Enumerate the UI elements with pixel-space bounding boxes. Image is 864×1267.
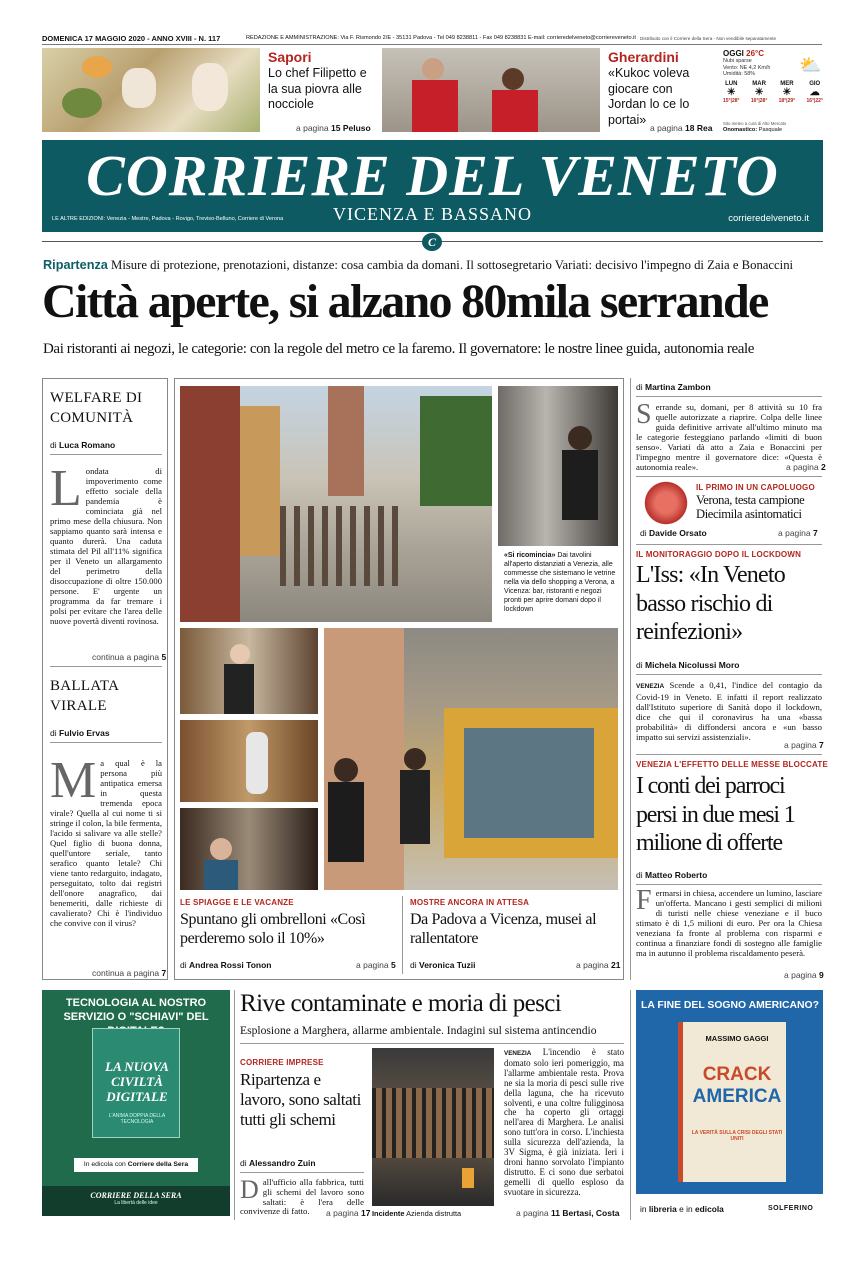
weather-details: Nubi sparse Vento: NE 4,2 Km/h Umidità: 58%: [723, 58, 771, 78]
sun-icon: ☀: [754, 87, 764, 98]
teaser-gherardini-text[interactable]: «Kukoc voleva giocare con Jordan lo ce lo portai»: [608, 66, 690, 127]
zambon-body: Serrande su, domani, per 8 attività su 10 fra quelle autorizzate a riaprire. Colpa delle linee guida definitive arrivate all'ultimo minuto ma le categorie festeggiano parlando «limiti di buon senso». Variati dà atto a Zaia e Bonaccini per l'impegno mentre il governatore dice: «Questa è autonomia reale».: [636, 399, 822, 472]
iss-headline[interactable]: L'Iss: «In Veneto basso rischio di reinfezioni»: [636, 562, 785, 645]
shop-window-photo: [498, 386, 618, 546]
forecast-day: MER ☀ 18°|29°: [778, 81, 796, 104]
rive-body: VENEZIA L'incendio è stato domato solo ieri pomeriggio, ma l'allarme ambientale resta. Prova ne sia la moria di pesci sulle rive della laguna, che ha ricevuto solventi, e una coltre fuligginosa che ha coperto gli ortaggi nell'area di Marghera. Le analisi sono tutt'ora in corso. L'inchiesta sulla sicurezza dell'azienda, la 3V Sigma, è già iniziata. Ieri i droni hanno sorvolato l'impianto distrutto. E ci sono due serbatoi gemelli di quello esploso da svuotare in sicurezza.: [504, 1047, 625, 1197]
forecast-row: [723, 81, 823, 104]
teaser-sapori-page: a pagina 15 Peluso: [296, 123, 371, 133]
iss-kicker: IL MONITORAGGIO DOPO IL LOCKDOWN: [636, 550, 802, 559]
food-photo: [42, 48, 260, 132]
mostre-kicker: MOSTRE ANCORA IN ATTESA: [410, 898, 530, 907]
rive-page: a pagina 11 Bertasi, Costa: [516, 1208, 620, 1218]
parroci-kicker: VENEZIA L'EFFETTO DELLE MESSE BLOCCATE: [636, 760, 829, 769]
sanitizing-photo: [180, 720, 318, 802]
weather-box: OGGI 26°C Nubi sparse Vento: NE 4,2 Km/h Umidità: 58% ⛅ LUN ☀ 15°|28° MAR ☀ 16°|28° MER ☀ 18°|29° GIO ☁ 16°|22° Sito meteo a cura di Alto Mercato Onomastico: Pasquale: [723, 49, 823, 133]
verona-headline[interactable]: Verona, testa campione Diecimila asintomatici: [696, 493, 805, 521]
boutique-photo: [180, 628, 318, 714]
welfare-byline: di Luca Romano: [50, 440, 116, 450]
sun-icon: ☀: [782, 87, 792, 98]
iss-page: a pagina 7: [784, 740, 824, 750]
teaser-gherardini-kicker: Gherardini: [608, 49, 679, 65]
photo-caption: «Si ricomincia» Dai tavolini all'aperto distanziati a Venezia, alle commesse che sistemano le vetrine nella via dello shopping a Verona, a Vicenza: bar, ristoranti e negozi pronti per aprire domani dopo il lockdown: [504, 552, 616, 613]
imprese-byline: di Alessandro Zuin: [240, 1158, 316, 1168]
ad-civilta-digitale[interactable]: TECNOLOGIA AL NOSTRO SERVIZIO O "SCHIAVI" DEL LA NUOVA CIVILTÀ DIGITALE L'ANIMA DOPPIA DELLA TECNOLOGIA In edicola con Corriere della Sera CORRIERE DELLA SERA La libertà delle idee: [42, 990, 230, 1216]
sun-icon: ☀: [726, 87, 736, 98]
verona-street-photo: [324, 628, 618, 890]
forecast-day: MAR ☀ 16°|28°: [750, 81, 768, 104]
mostre-headline[interactable]: Da Padova a Vicenza, musei al rallentatore: [410, 911, 597, 947]
forecast-day: GIO ☁ 16°|22°: [806, 81, 823, 104]
basketball-photo: [382, 48, 600, 132]
teaser-sapori-kicker: Sapori: [268, 49, 312, 65]
ballata-body: Ma qual è la persona più antipatica emersa in questa tremenda epoca virale? Quella al cui nome ti si stringe il colon, la bile fermenta, l'acido si salivare va alle stelle? Quel figlio di buona donna, quell'untore seriale, tanto serafico quanto letale? Chi viene tanto redarguito, indagato, perseguitato, tolto dai registri dell'onore anagrafico, dai benemeriti, dalle richieste di cavalierato? Chi è l'individuo che convive con il virus?: [50, 752, 162, 928]
other-editions: LE ALTRE EDIZIONI: Venezia - Mestre, Padova - Rovigo, Treviso-Belluno, Corriere di Verona: [52, 216, 284, 222]
cloud-icon: ☁: [809, 87, 820, 98]
bar-counter-photo: [180, 808, 318, 890]
partly-cloudy-icon: ⛅: [799, 55, 822, 75]
dateline: DOMENICA 17 MAGGIO 2020 - ANNO XVIII - N. 117: [42, 34, 221, 43]
rive-photo-caption: Incidente Azienda distrutta: [372, 1209, 462, 1218]
zambon-byline: di Martina Zambon: [636, 382, 711, 392]
rive-headline[interactable]: Rive contaminate e moria di pesci: [240, 990, 562, 1017]
welfare-title[interactable]: WELFARE DI COMUNITÀ: [50, 390, 143, 426]
venice-square-photo: [180, 386, 492, 622]
lead-subhead: Dai ristoranti ai negozi, le categorie: con la regole del metro ce la faremo. Il governatore: le nostre linee guida, autonomia reale: [43, 341, 755, 357]
corriere-logo-icon: C: [422, 233, 442, 251]
teaser-sapori-text[interactable]: Lo chef Filipetto e la sua piovra alle nocciole: [268, 66, 367, 111]
masthead: [42, 140, 823, 232]
edition-name: VICENZA E BASSANO: [332, 204, 532, 224]
lead-headline[interactable]: Città aperte, si alzano 80mila serrande: [42, 275, 768, 328]
parroci-byline: di Matteo Roberto: [636, 870, 708, 880]
parroci-headline[interactable]: I conti dei parroci persi in due mesi 1 milione di offerte: [636, 773, 795, 856]
book-cover: LA NUOVA CIVILTÀ DIGITALE L'ANIMA DOPPIA DELLA TECNOLOGIA: [92, 1028, 180, 1138]
rive-subhead: Esplosione a Marghera, allarme ambientale. Indagini sul sistema antincendio: [240, 1024, 597, 1037]
welfare-body: Londata di impoverimento come effetto sociale della pandemia è cominciata già nel primo mese della chiusura. Non sappiamo quanto sarà intensa e quanto durerà. Una caduta stimata del Pil all'11% significa per il Veneto un allargamento del perimetro della disoccupazione di oltre 150.000 persone. E' urgente un programma da far tremare i polsi per evitare che l'area delle nuove povertà diventi rovinosa.: [50, 460, 162, 626]
verona-page: a pagina 7: [778, 528, 818, 538]
imprese-body: Dall'ufficio alla fabbrica, tutti gli schemi del lavoro sono saltati: è l'era delle convivenze di fatto.: [240, 1175, 364, 1217]
ballata-continue: continua a pagina 7: [92, 968, 167, 978]
verona-kicker: IL PRIMO IN UN CAPOLUOGO: [696, 483, 815, 492]
website-link[interactable]: corrieredelveneto.it: [728, 213, 809, 224]
imprese-kicker: CORRIERE IMPRESE: [240, 1058, 324, 1067]
lead-overline: Ripartenza Misure di protezione, prenotazioni, distanze: cosa cambia da domani. Il sottosegretario Variati: decisivo l'impegno di Zaia e Bonaccini: [43, 258, 794, 272]
mostre-page: a pagina 21: [576, 960, 621, 970]
iss-body: VENEZIA Scende a 0,41, l'indice del contagio da Covid-19 in Veneto. E infatti il report realizzato dall'Istituto superiore di Sanità dopo il lockdown, dice che qui il coronavirus ha una «bassa probabilità» di diffondersi ancora e «un basso impatto sui servizi assistenziali».: [636, 680, 822, 742]
forecast-day: LUN ☀ 15°|28°: [723, 81, 740, 104]
address-line: REDAZIONE E AMMINISTRAZIONE: Via F. Rismondo 2/E - 35131 Padova - Tel 049 8238811 - Fax 049 8238831 E-mail: corrieredelveneto@corriereveneto.it: [246, 35, 636, 41]
publisher-logo: SOLFERINO: [768, 1205, 814, 1212]
teaser-gherardini-page: a pagina 18 Rea: [650, 123, 713, 133]
ballata-byline: di Fulvio Ervas: [50, 728, 110, 738]
ballata-title[interactable]: BALLATA VIRALE: [50, 678, 119, 714]
book-cover: MASSIMO GAGGI CRACK AMERICA LA VERITÀ SULLA CRISI DEGLI STATI UNITI: [678, 1022, 786, 1182]
masthead-title: CORRIERE DEL VENETO: [86, 143, 779, 208]
parroci-page: a pagina 9: [784, 970, 824, 980]
spiagge-byline: di Andrea Rossi Tonon: [180, 960, 272, 970]
verona-byline: di Davide Orsato: [640, 528, 707, 538]
iss-byline: di Michela Nicolussi Moro: [636, 660, 740, 670]
imprese-headline[interactable]: Ripartenza e lavoro, sono saltati tutti gli schemi: [240, 1070, 361, 1129]
spiagge-headline[interactable]: Spuntano gli ombrelloni «Così perderemo solo il 10%»: [180, 911, 366, 947]
ad-crack-footer: in libreria e in edicola: [640, 1204, 724, 1214]
welfare-continue: continua a pagina 5: [92, 652, 167, 662]
spiagge-kicker: LE SPIAGGE E LE VACANZE: [180, 898, 294, 907]
parroci-body: Fermarsi in chiesa, accendere un lumino, lasciare un'offerta. Mancano i gesti semplici di milioni di turisti nelle chiese veneziane e il buco stimato è di 1,5 milioni di euro. Per ora la Chiesa veneziana fa fronte al problema con risparmi e continua a finanziare fondi di sostegno alle famiglie ma in autunno il problema riscaldamento peserà.: [636, 885, 823, 958]
mostre-byline: di Veronica Tuzii: [410, 960, 476, 970]
spiagge-page: a pagina 5: [356, 960, 396, 970]
virus-icon: [640, 480, 692, 526]
burned-plant-photo: [372, 1048, 494, 1206]
zambon-page: a pagina 2: [786, 462, 826, 472]
distribution-note: Distribuito con il Corriere della Sera - Non vendibile separatamente: [640, 36, 777, 41]
imprese-page: a pagina 17: [326, 1208, 371, 1218]
ad-crack-america[interactable]: LA FINE DEL SOGNO AMERICANO? MASSIMO GAGGI CRACK AMERICA LA VERITÀ SULLA CRISI DEGLI STATI UNITI: [636, 990, 823, 1194]
